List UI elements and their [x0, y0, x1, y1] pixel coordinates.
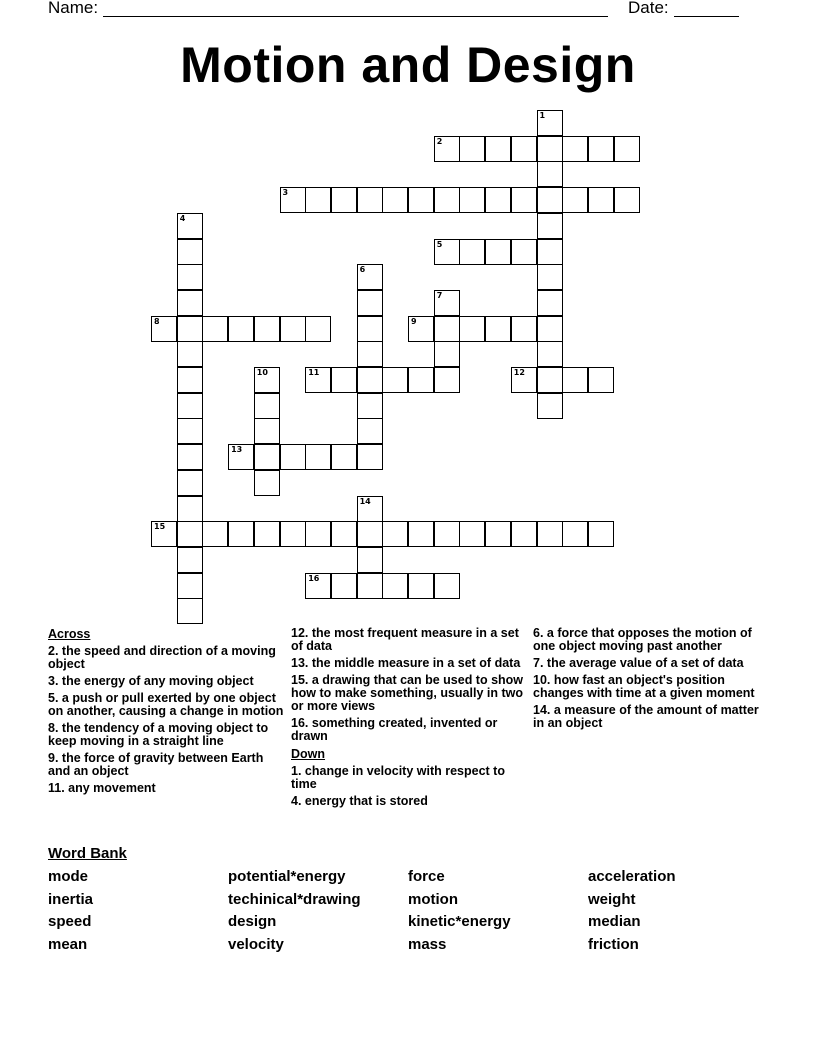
grid-cell[interactable]: [177, 547, 203, 573]
grid-cell[interactable]: [177, 290, 203, 316]
grid-cell[interactable]: [511, 187, 537, 213]
grid-cell[interactable]: [357, 444, 383, 470]
grid-cell[interactable]: [254, 316, 280, 342]
clue-number-3: 3: [282, 188, 289, 198]
word-bank-item: friction: [588, 936, 639, 954]
grid-cell[interactable]: [485, 239, 511, 265]
grid-cell[interactable]: [177, 598, 203, 624]
grid-cell[interactable]: [254, 393, 280, 419]
clue-across-9: 9. the force of gravity between Earth and an object: [48, 751, 264, 778]
grid-cell[interactable]: [537, 521, 563, 547]
grid-cell[interactable]: [331, 573, 357, 599]
grid-cell[interactable]: [614, 136, 640, 162]
clue-number-16: 16: [308, 573, 320, 583]
grid-cell[interactable]: [177, 573, 203, 599]
grid-cell[interactable]: [408, 367, 434, 393]
grid-cell[interactable]: [177, 264, 203, 290]
grid-cell[interactable]: [357, 290, 383, 316]
grid-cell[interactable]: [357, 187, 383, 213]
grid-cell[interactable]: [280, 316, 306, 342]
grid-cell[interactable]: [254, 470, 280, 496]
grid-cell[interactable]: [485, 136, 511, 162]
grid-cell[interactable]: [228, 521, 254, 547]
clue-number-10: 10: [256, 368, 268, 377]
grid-cell[interactable]: [511, 316, 537, 342]
word-bank-item: kinetic*energy: [408, 913, 511, 931]
page-title: Motion and Design: [180, 37, 636, 93]
word-bank-item: mass: [408, 936, 447, 954]
grid-cell[interactable]: [408, 573, 434, 599]
grid-cell[interactable]: [382, 367, 408, 393]
grid-cell[interactable]: [177, 418, 203, 444]
clue-number-9: 9: [411, 316, 417, 326]
grid-cell[interactable]: [511, 521, 537, 547]
grid-cell[interactable]: [537, 213, 563, 239]
grid-cell[interactable]: [382, 521, 408, 547]
grid-cell[interactable]: [177, 470, 203, 496]
grid-cell[interactable]: [537, 136, 563, 162]
grid-cell[interactable]: [357, 316, 383, 342]
word-bank-title: Word Bank: [48, 845, 127, 862]
grid-cell[interactable]: [485, 316, 511, 342]
grid-cell[interactable]: [537, 341, 563, 367]
grid-cell[interactable]: [177, 393, 203, 419]
grid-cell[interactable]: [177, 444, 203, 470]
grid-cell[interactable]: [357, 521, 383, 547]
clue-across-8: 8. the tendency of a moving object to keep moving in a straight line: [48, 721, 269, 748]
grid-cell[interactable]: [459, 187, 485, 213]
grid-cell[interactable]: [305, 521, 331, 547]
word-bank-item: potential*energy: [228, 868, 346, 885]
grid-cell[interactable]: [614, 187, 640, 213]
grid-cell[interactable]: [434, 316, 460, 342]
clue-down-6: 6. a force that opposes the motion of one object moving past another: [533, 626, 752, 653]
grid-cell[interactable]: [588, 367, 614, 393]
grid-cell[interactable]: [357, 573, 383, 599]
clue-number-13: 13: [231, 445, 243, 455]
word-bank-item: median: [588, 913, 641, 931]
grid-cell[interactable]: [537, 316, 563, 342]
grid-cell[interactable]: [382, 187, 408, 213]
clue-number-11: 11: [308, 368, 320, 377]
clue-across-5: 5. a push or pull exerted by one object on another, causing a change in motion: [48, 691, 284, 718]
grid-cell[interactable]: [177, 496, 203, 522]
grid-cell[interactable]: [537, 187, 563, 213]
word-bank-item: weight: [588, 890, 636, 908]
grid-cell[interactable]: [537, 161, 563, 187]
grid-cell[interactable]: [357, 341, 383, 367]
clue-number-6: 6: [359, 265, 366, 275]
grid-cell[interactable]: [562, 136, 588, 162]
grid-cell[interactable]: [331, 521, 357, 547]
clues-column-3: [533, 627, 765, 734]
grid-cell[interactable]: [588, 187, 614, 213]
clue-down-1: 1. change in velocity with respect to time: [291, 764, 505, 791]
grid-cell[interactable]: [305, 187, 331, 213]
clue-number-7: 7: [436, 290, 443, 300]
grid-cell[interactable]: [280, 521, 306, 547]
clue-number-4: 4: [179, 213, 186, 223]
clue-number-2: 2: [436, 136, 443, 146]
grid-cell[interactable]: [434, 187, 460, 213]
grid-cell[interactable]: [434, 341, 460, 367]
clue-number-5: 5: [436, 239, 443, 249]
grid-cell[interactable]: [537, 290, 563, 316]
grid-cell[interactable]: [305, 444, 331, 470]
down-heading: Down: [291, 747, 326, 761]
grid-cell[interactable]: [588, 136, 614, 162]
grid-cell[interactable]: [511, 239, 537, 265]
grid-cell[interactable]: [331, 444, 357, 470]
grid-cell[interactable]: [177, 521, 203, 547]
clue-across-11: 11. any movement: [48, 781, 156, 795]
clue-number-8: 8: [154, 316, 160, 326]
clue-number-1: 1: [539, 111, 546, 120]
word-bank-item: mode: [48, 868, 89, 885]
grid-cell[interactable]: [331, 367, 357, 393]
clue-number-12: 12: [513, 368, 525, 377]
grid-cell[interactable]: [202, 316, 228, 342]
clue-down-10: 10. how fast an object's position changes with time at a given moment: [533, 673, 755, 700]
word-bank-item: force: [408, 868, 445, 885]
grid-cell[interactable]: [562, 367, 588, 393]
word-bank-item: acceleration: [588, 868, 676, 885]
grid-cell[interactable]: [459, 521, 485, 547]
grid-cell[interactable]: [357, 547, 383, 573]
grid-cell[interactable]: [485, 187, 511, 213]
grid-cell[interactable]: [305, 316, 331, 342]
grid-cell[interactable]: [537, 393, 563, 419]
grid-cell[interactable]: [177, 316, 203, 342]
clues-column-1: [48, 627, 286, 799]
word-bank-item: mean: [48, 936, 88, 954]
clue-across-2: 2. the speed and direction of a moving object: [48, 644, 276, 671]
grid-cell[interactable]: [434, 521, 460, 547]
clue-number-14: 14: [359, 496, 371, 506]
name-label: Name:: [48, 0, 99, 17]
clue-across-13: 13. the middle measure in a set of data: [291, 656, 521, 670]
clue-across-15: 15. a drawing that can be used to show how to make something, usually in two or more views: [291, 673, 524, 713]
grid-cell[interactable]: [562, 521, 588, 547]
grid-cell[interactable]: [254, 418, 280, 444]
word-bank-item: techinical*drawing: [228, 890, 361, 908]
grid-cell[interactable]: [434, 573, 460, 599]
word-bank-item: inertia: [48, 890, 94, 908]
grid-cell[interactable]: [177, 367, 203, 393]
grid-cell[interactable]: [254, 521, 280, 547]
grid-cell[interactable]: [459, 316, 485, 342]
grid-cell[interactable]: [202, 521, 228, 547]
word-bank-item: design: [228, 913, 277, 931]
clue-number-15: 15: [154, 522, 166, 532]
grid-cell[interactable]: [485, 521, 511, 547]
grid-cell[interactable]: [408, 521, 434, 547]
clue-down-14: 14. a measure of the amount of matter in an object: [533, 703, 759, 730]
grid-cell[interactable]: [280, 444, 306, 470]
date-label: Date:: [628, 0, 669, 17]
clue-down-7: 7. the average value of a set of data: [533, 656, 744, 670]
grid-cell[interactable]: [537, 367, 563, 393]
grid-cell[interactable]: [382, 573, 408, 599]
word-bank-item: motion: [408, 890, 458, 908]
grid-cell[interactable]: [434, 367, 460, 393]
clue-down-4: 4. energy that is stored: [291, 794, 428, 808]
clues-column-2: [291, 627, 523, 812]
grid-cell[interactable]: [537, 239, 563, 265]
grid-cell[interactable]: [357, 418, 383, 444]
word-bank-item: velocity: [228, 936, 284, 954]
clue-across-16: 16. something created, invented or drawn: [291, 716, 498, 743]
across-heading: Across: [48, 627, 91, 641]
grid-cell[interactable]: [177, 341, 203, 367]
grid-cell[interactable]: [511, 136, 537, 162]
grid-cell[interactable]: [588, 521, 614, 547]
word-bank-item: speed: [48, 913, 92, 931]
grid-cell[interactable]: [331, 187, 357, 213]
grid-cell[interactable]: [228, 316, 254, 342]
grid-cell[interactable]: [408, 187, 434, 213]
grid-cell[interactable]: [357, 367, 383, 393]
grid-cell[interactable]: [177, 239, 203, 265]
clue-across-3: 3. the energy of any moving object: [48, 674, 254, 688]
grid-cell[interactable]: [254, 444, 280, 470]
grid-cell[interactable]: [562, 187, 588, 213]
grid-cell[interactable]: [459, 239, 485, 265]
grid-cell[interactable]: [459, 136, 485, 162]
grid-cell[interactable]: [357, 393, 383, 419]
grid-cell[interactable]: [537, 264, 563, 290]
clue-across-12: 12. the most frequent measure in a set of data: [291, 626, 519, 653]
